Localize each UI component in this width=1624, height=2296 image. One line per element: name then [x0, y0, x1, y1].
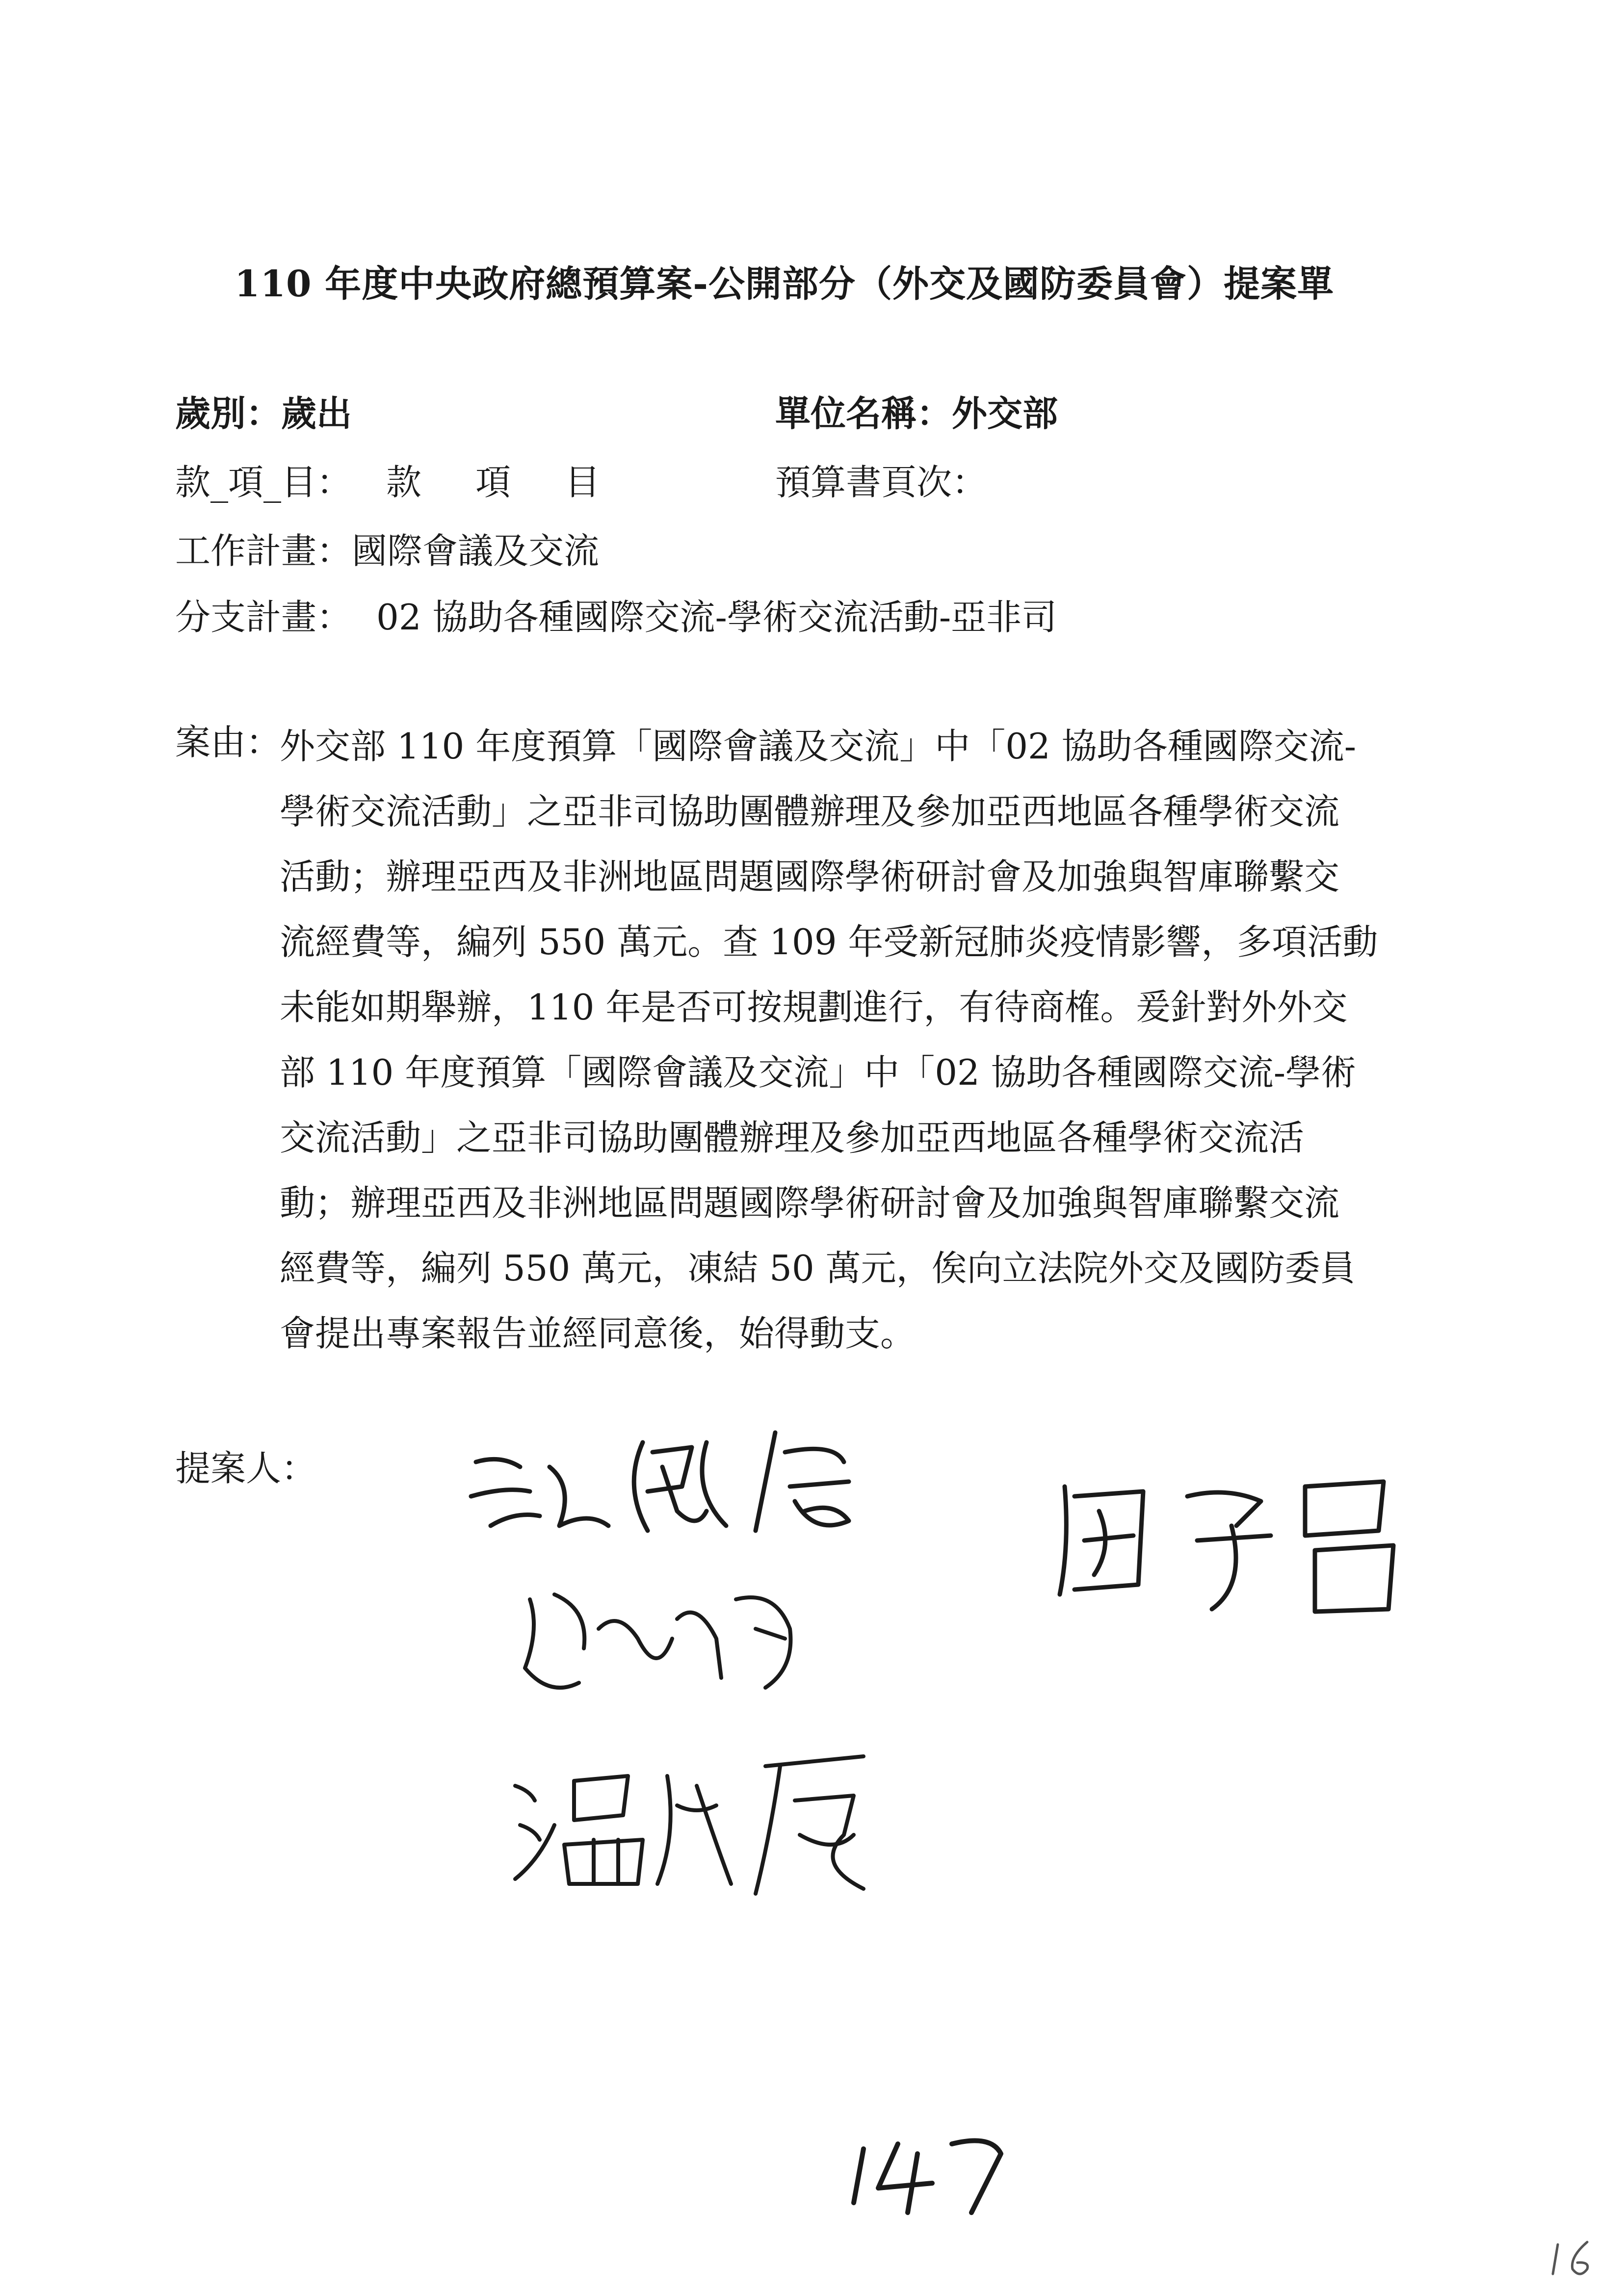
case-line: 未能如期舉辦，110 年是否可按規劃進行，有待商榷。爰針對外外交 — [280, 987, 1348, 1028]
signature-4 — [1050, 1467, 1403, 1624]
case-line: 部 110 年度預算「國際會議及交流」中「02 協助各種國際交流-學術 — [280, 1052, 1357, 1093]
page-title: 110 年度中央政府總預算案-公開部分（外交及國防委員會）提案單 — [235, 263, 1334, 305]
item-label: 款_項_目： — [175, 462, 352, 503]
case-line: 交流活動」之亞非司協助團體辦理及參加亞西地區各種學術交流活 — [280, 1117, 1305, 1158]
corner-page-number-text: 16 — [1545, 2237, 1546, 2238]
item-part-kuan: 款 — [386, 462, 422, 503]
page-ref-label: 預算書頁次： — [775, 462, 988, 503]
unit-value: 外交部 — [952, 392, 1058, 434]
branch-plan-label: 分支計畫： — [175, 597, 352, 638]
branch-plan-field — [175, 589, 1057, 640]
case-label: 案由： — [175, 722, 282, 763]
unit-field — [775, 385, 1058, 436]
corner-page-number — [1545, 2237, 1604, 2281]
signature-1 — [461, 1413, 903, 1550]
work-plan-field — [175, 522, 599, 574]
category-value: 歲出 — [281, 392, 352, 434]
handwritten-page-number — [844, 2124, 1040, 2222]
item-part-mu: 目 — [565, 462, 601, 503]
signature-2 — [510, 1570, 834, 1717]
proposer-label: 提案人： — [175, 1448, 317, 1489]
case-line: 經費等，編列 550 萬元，凍結 50 萬元，俟向立法院外交及國防委員 — [280, 1248, 1356, 1289]
category-label: 歲別： — [175, 392, 282, 434]
case-body — [280, 714, 1428, 1366]
case-line: 會提出專案報告並經同意後，始得動支。 — [280, 1313, 916, 1354]
item-field — [175, 454, 654, 505]
case-line: 學術交流活動」之亞非司協助團體辦理及參加亞西地區各種學術交流 — [280, 791, 1340, 832]
case-line: 動；辦理亞西及非洲地區問題國際學術研討會及加強與智庫聯繫交流 — [280, 1182, 1340, 1224]
work-plan-value: 國際會議及交流 — [352, 530, 600, 572]
unit-label: 單位名稱： — [775, 392, 952, 434]
work-plan-label: 工作計畫： — [175, 530, 352, 572]
handwritten-page-number-text: 147 — [844, 2124, 845, 2125]
case-line: 外交部 110 年度預算「國際會議及交流」中「02 協助各種國際交流- — [280, 726, 1357, 767]
case-line: 流經費等，編列 550 萬元。查 109 年受新冠肺炎疫情影響，多項活動 — [280, 921, 1378, 963]
item-part-xiang: 項 — [475, 462, 511, 503]
case-line: 活動；辦理亞西及非洲地區問題國際學術研討會及加強與智庫聯繫交 — [280, 856, 1340, 897]
category-field — [175, 385, 352, 436]
signature-3 — [500, 1737, 893, 1904]
branch-plan-value: 02 協助各種國際交流-學術交流活動-亞非司 — [376, 597, 1057, 638]
page-ref-field — [775, 454, 987, 505]
